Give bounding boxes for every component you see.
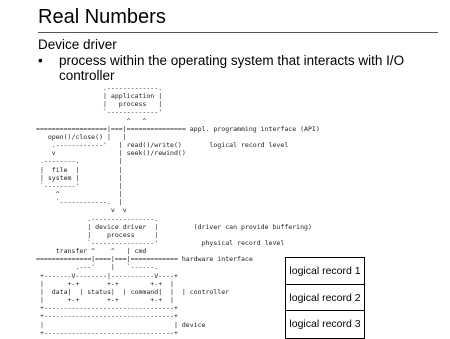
diagram-line: +---------------------------------+ [39,304,178,313]
slide-title: Real Numbers [38,6,166,28]
bullet-text: process within the operating system that interacts with I/O controller [59,53,405,83]
title-divider [38,32,438,33]
io-stack-ascii-diagram [36,84,320,337]
bullet-marker: • [38,53,43,68]
diagram-line: v | seek()/rewind() [51,149,186,158]
diagram-line: | file | | [39,165,123,174]
diagram-line: +---------------------------------+ [36,328,178,337]
diagram-line: .-------------. [103,84,163,92]
logical-records-box [285,257,365,339]
diagram-line: +---------------------------------+ [39,312,178,321]
diagram-line: | +-+ +-+ +-+ | [39,279,174,288]
diagram-line: +-------V--------|-----------V----+ [39,271,178,280]
diagram-line: `------------. | [55,198,123,207]
diagram-line: ==================|===|=============== appl. programming interface (API) [36,124,320,133]
subheading: Device driver [38,37,117,52]
logical-record-1: logical record 1 [286,258,364,285]
diagram-line: ^ | [55,190,123,199]
diagram-line: open()/close() | | [47,132,127,141]
diagram-line: | +-+ +-+ +-+ | [39,296,174,305]
diagram-line: .------------' | read()/write() logical record level [51,141,289,150]
logical-record-3: logical record 3 [289,318,361,330]
diagram-line: | process | [103,100,163,109]
diagram-line: .----------------. [87,214,159,223]
logical-record-2: logical record 2 [286,285,364,312]
diagram-line: .---' | `------. [75,263,159,272]
diagram-line: `----------------' physical record level [87,238,285,247]
diagram-line: ^ ^ [126,116,147,125]
diagram-line: v v [110,206,127,215]
diagram-line: | process | [87,230,159,239]
diagram-line: transfer ^ ^ | cmd [55,247,147,256]
diagram-line: `-------------' [103,108,163,117]
diagram-line: | application | [103,92,163,101]
diagram-line: | | device [39,320,206,329]
diagram-line: | data| | status| | command| | | controller [39,287,230,296]
diagram-line: `--------' | [39,181,123,190]
diagram-line: ==============|====|===|============ hardware interface [36,255,253,264]
diagram-line: | device driver | (driver can provide buffering) [87,222,312,231]
diagram-line: | system | | [39,173,123,182]
diagram-line: .--------. | [39,157,123,166]
